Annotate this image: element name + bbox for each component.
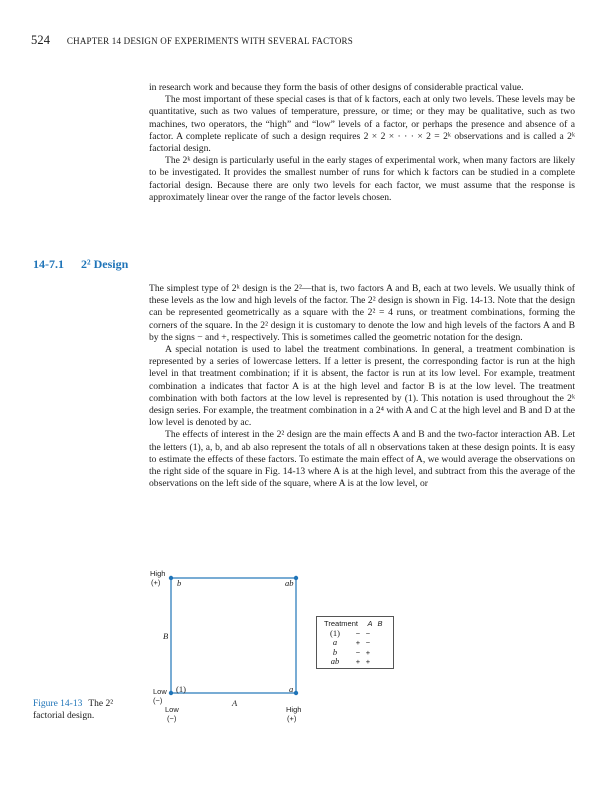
corner-label-a: a <box>289 684 294 694</box>
figure-caption-text: The 2² factorial design. <box>33 699 114 721</box>
corner-point-a <box>294 691 298 695</box>
corner-label-b: b <box>177 578 182 588</box>
factor-b-label: B <box>163 631 169 641</box>
factor-a-label: A <box>232 698 238 708</box>
figure-caption <box>33 698 128 722</box>
chapter-title: CHAPTER 14 DESIGN OF EXPERIMENTS WITH SEVERAL FACTORS <box>66 36 353 46</box>
b-low-label: Low <box>153 687 167 696</box>
intro-paragraph-2: The most important of these special cases is that of k factors, each at only two levels. These levels may be quantitative, such as two values of temperature, pressure, or time; or they may be qualitative, such as two machines, two operators, the “high” and “low” levels of a factor, or perhaps the presence and absence of a factor. A complete replicate of such a design requires 2 × 2 × · · · × 2 = 2ᵏ observations and is called a 2ᵏ factorial design. <box>149 94 575 155</box>
corner-label-one: (1) <box>176 684 186 694</box>
corner-point-b <box>169 576 173 580</box>
header-b: B <box>377 619 383 628</box>
corner-point-one <box>169 691 173 695</box>
header-a: A <box>367 619 373 628</box>
corner-label-ab: ab <box>285 578 294 588</box>
row-b: + <box>365 647 371 657</box>
a-high-sign: (+) <box>287 714 297 723</box>
section-title: 2² Design <box>81 257 129 271</box>
header-treatment: Treatment <box>324 619 358 628</box>
intro-paragraph-3: The 2ᵏ design is particularly useful in the early stages of experimental work, when many factors are likely to be investigated. It provides the smallest number of runs for which k factors can be studied in a complete factorial design. Because there are only two levels for each factor, we must assume that the response is approximately linear over the range of the factor levels chosen. <box>149 155 575 203</box>
body-paragraph-3: The effects of interest in the 2² design are the main effects A and B and the two-factor interaction AB. Let the letters (1), a, b, and ab also represent the totals of all n observations taken at these design points. It is easy to estimate the effects of these factors. To estimate the main effect of A, we would average the observations on the right side of the square in Fig. 14-13 where A is at the high level, and subtract from this the average of the observations on the left side of the square, where A is at the low level, or <box>149 429 575 490</box>
b-high-label: High <box>150 569 166 578</box>
corner-point-ab <box>294 576 298 580</box>
row-b: − <box>365 628 371 638</box>
a-low-sign: (−) <box>167 714 177 723</box>
table-row <box>317 657 393 667</box>
row-treatment: b <box>332 646 338 657</box>
row-b: − <box>365 638 371 647</box>
row-a: + <box>355 657 361 666</box>
intro-paragraph-1: in research work and because they form the basis of other designs of considerable practical value. <box>149 82 524 93</box>
section-number: 14-7.1 <box>33 257 64 271</box>
a-high-label: High <box>286 705 302 714</box>
body-paragraph-2: A special notation is used to label the treatment combinations. In general, a treatment combination is represented by a series of lowercase letters. If a letter is present, the corresponding factor is run at the high level in that treatment combination; if it is absent, the factor is run at its low level. For example, treatment combination a indicates that factor A is at the high level and factor B is at the low level. The treatment combination with both factors at the low level is represented by (1). This notation is used throughout the 2ᵏ design series. For example, the treatment combination in a 2⁴ with A and C at the high level and B and D at the low level is denoted by ac. <box>149 344 575 429</box>
row-treatment: ab <box>330 656 340 666</box>
row-a: − <box>355 628 361 638</box>
row-treatment: a <box>332 637 338 647</box>
body-paragraph-1: The simplest type of 2ᵏ design is the 2²—that is, two factors A and B, each at two levels. We usually think of these levels as the low and high levels of the factor. The 2² design is shown in Fig. 14-13. Note that the design can be represented geometrically as a square with the 2² = 4 runs, or treatment combinations, forming the corners of the square. In the 2² design it is customary to denote the low and high levels of the factors A and B by the signs − and +, respectively. This is sometimes called the geometric notation for the design. <box>149 283 575 343</box>
a-low-label: Low <box>165 705 179 714</box>
page-number: 524 <box>31 33 51 47</box>
table-row <box>317 629 393 639</box>
b-low-sign: (−) <box>153 696 163 705</box>
row-a: + <box>355 638 361 647</box>
figure-label: Figure 14-13 <box>33 699 83 709</box>
treatment-table <box>316 616 394 669</box>
b-high-sign: (+) <box>151 578 161 587</box>
row-b: + <box>365 657 371 666</box>
design-square <box>171 578 296 693</box>
row-treatment: (1) <box>330 627 340 638</box>
table-header <box>317 619 393 629</box>
table-row <box>317 648 393 658</box>
row-a: − <box>355 647 361 657</box>
table-row <box>317 638 393 648</box>
